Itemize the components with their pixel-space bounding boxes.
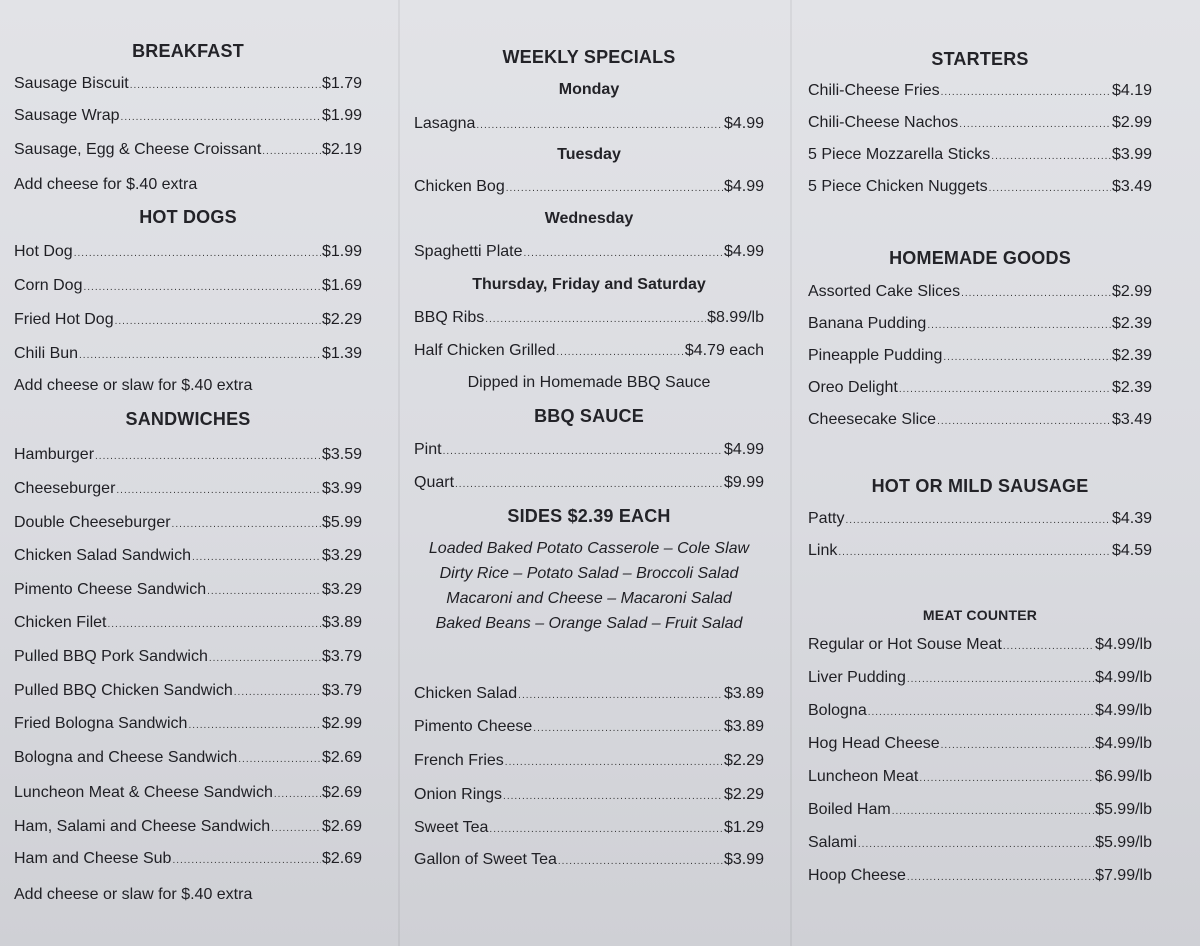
menu-item: Cheeseburger ..... $3.99	[14, 480, 362, 498]
menu-item: Sausage, Egg & Cheese Croissant ..... $2.19	[14, 141, 362, 159]
menu-item: Luncheon Meat ..... $6.99/lb	[808, 768, 1152, 786]
menu-item: Sausage Wrap ..... $1.99	[14, 107, 362, 125]
sausage-heading: HOT OR MILD SAUSAGE	[871, 476, 1089, 496]
fold-line	[398, 0, 400, 946]
sandwiches-note: Add cheese or slaw for $.40 extra	[14, 886, 253, 903]
fold-line	[790, 0, 792, 946]
breakfast-note: Add cheese for $.40 extra	[14, 176, 198, 193]
menu-item: 5 Piece Mozzarella Sticks ..... $3.99	[808, 146, 1152, 164]
meat-counter-heading: MEAT COUNTER	[922, 607, 1038, 623]
menu-item: Pulled BBQ Chicken Sandwich ..... $3.79	[14, 682, 362, 700]
menu-item: Chicken Salad Sandwich ..... $3.29	[14, 547, 362, 565]
bbq-note: Dipped in Homemade BBQ Sauce	[467, 374, 711, 391]
bbq-sauce-heading: BBQ SAUCE	[534, 406, 644, 426]
menu-item: Bologna and Cheese Sandwich ..... $2.69	[14, 749, 362, 767]
menu-item: Cheesecake Slice ..... $3.49	[808, 411, 1152, 429]
weekly-specials-heading: WEEKLY SPECIALS	[502, 47, 676, 67]
menu-item: Chili Bun ..... $1.39	[14, 345, 362, 363]
menu-item: Double Cheeseburger ..... $5.99	[14, 514, 362, 532]
menu-item: Patty ..... $4.39	[808, 510, 1152, 528]
menu-item: Pimento Cheese ..... $3.89	[414, 718, 764, 736]
sides-line: Loaded Baked Potato Casserole – Cole Slaw	[428, 540, 750, 557]
menu-item: Pimento Cheese Sandwich ..... $3.29	[14, 581, 362, 599]
menu-item: Spaghetti Plate ..... $4.99	[414, 243, 764, 261]
menu-item: Liver Pudding ..... $4.99/lb	[808, 669, 1152, 687]
menu-item: Fried Hot Dog ..... $2.29	[14, 311, 362, 329]
menu-item: French Fries ..... $2.29	[414, 752, 764, 770]
menu-item: Lasagna ..... $4.99	[414, 115, 764, 133]
sides-line: Dirty Rice – Potato Salad – Broccoli Salad	[439, 565, 739, 582]
menu-item: Pulled BBQ Pork Sandwich ..... $3.79	[14, 648, 362, 666]
day-heading: Tuesday	[557, 146, 621, 163]
hot-dogs-heading: HOT DOGS	[139, 207, 237, 227]
menu-item: Corn Dog ..... $1.69	[14, 277, 362, 295]
sides-line: Baked Beans – Orange Salad – Fruit Salad	[435, 615, 743, 632]
menu-item: Pineapple Pudding ..... $2.39	[808, 347, 1152, 365]
menu-item: Hoop Cheese ..... $7.99/lb	[808, 867, 1152, 885]
menu-item: Hog Head Cheese ..... $4.99/lb	[808, 735, 1152, 753]
menu-item: Link ..... $4.59	[808, 542, 1152, 560]
menu-item: Sweet Tea ..... $1.29	[414, 819, 764, 837]
menu-item: Sausage Biscuit ..... $1.79	[14, 75, 362, 93]
homemade-goods-heading: HOMEMADE GOODS	[889, 248, 1071, 268]
menu-item: Quart ..... $9.99	[414, 474, 764, 492]
menu-item: Oreo Delight ..... $2.39	[808, 379, 1152, 397]
menu-item: Half Chicken Grilled ..... $4.79 each	[414, 342, 764, 360]
day-heading: Thursday, Friday and Saturday	[472, 276, 706, 293]
menu-item: Chicken Bog ..... $4.99	[414, 178, 764, 196]
menu-item: 5 Piece Chicken Nuggets ..... $3.49	[808, 178, 1152, 196]
menu-item: Fried Bologna Sandwich ..... $2.99	[14, 715, 362, 733]
menu-item: Pint ..... $4.99	[414, 441, 764, 459]
menu-item: Hot Dog ..... $1.99	[14, 243, 362, 261]
day-heading: Wednesday	[544, 210, 634, 227]
sides-heading: SIDES $2.39 EACH	[507, 506, 671, 526]
menu-item: Assorted Cake Slices ..... $2.99	[808, 283, 1152, 301]
menu-item: Ham and Cheese Sub ..... $2.69	[14, 850, 362, 868]
menu-item: BBQ Ribs ..... $8.99/lb	[414, 309, 764, 327]
menu-item: Regular or Hot Souse Meat ..... $4.99/lb	[808, 636, 1152, 654]
menu-item: Chicken Filet ..... $3.89	[14, 614, 362, 632]
menu-item: Chili-Cheese Nachos ..... $2.99	[808, 114, 1152, 132]
hot-dogs-note: Add cheese or slaw for $.40 extra	[14, 377, 253, 394]
day-heading: Monday	[558, 81, 620, 98]
menu-item: Salami ..... $5.99/lb	[808, 834, 1152, 852]
starters-heading: STARTERS	[931, 49, 1029, 69]
menu-item: Chicken Salad ..... $3.89	[414, 685, 764, 703]
breakfast-heading: BREAKFAST	[132, 41, 244, 61]
menu-item: Gallon of Sweet Tea ..... $3.99	[414, 851, 764, 869]
menu-item: Bologna ..... $4.99/lb	[808, 702, 1152, 720]
menu-item: Banana Pudding ..... $2.39	[808, 315, 1152, 333]
menu-item: Boiled Ham ..... $5.99/lb	[808, 801, 1152, 819]
menu-item: Luncheon Meat & Cheese Sandwich ..... $2.69	[14, 784, 362, 802]
menu-item: Hamburger ..... $3.59	[14, 446, 362, 464]
menu-item: Onion Rings ..... $2.29	[414, 786, 764, 804]
menu-item: Chili-Cheese Fries ..... $4.19	[808, 82, 1152, 100]
menu-item: Ham, Salami and Cheese Sandwich ..... $2.69	[14, 818, 362, 836]
sandwiches-heading: SANDWICHES	[125, 409, 251, 429]
sides-line: Macaroni and Cheese – Macaroni Salad	[446, 590, 732, 607]
